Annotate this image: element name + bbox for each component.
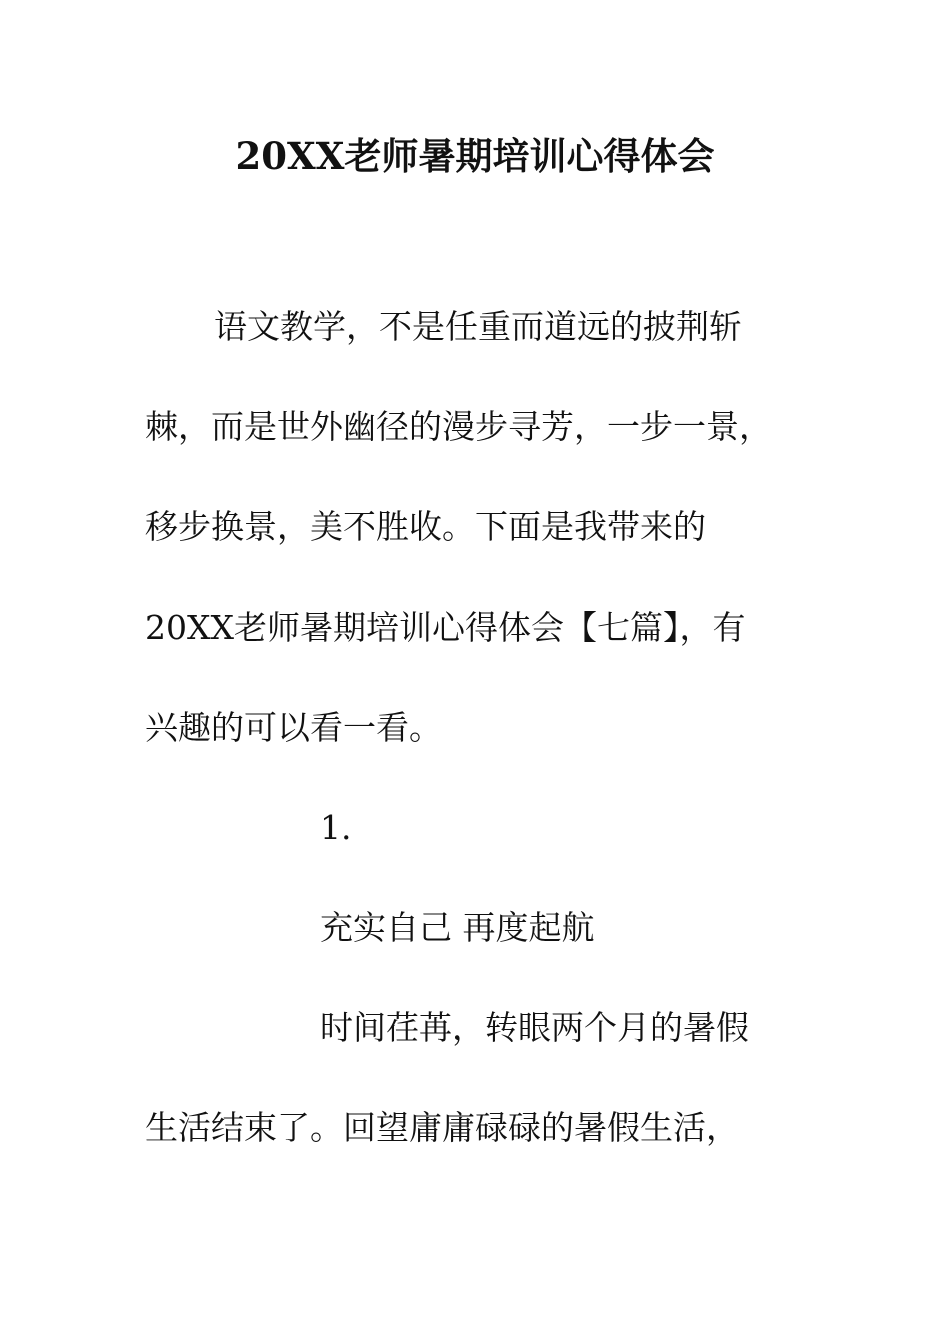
paragraph-line: 语文教学，不是任重而道远的披荆斩 bbox=[214, 307, 742, 346]
section-heading: 充实自己 再度起航 bbox=[320, 908, 595, 947]
section-number: 1. bbox=[320, 808, 352, 847]
paragraph-line: 生活结束了。回望庸庸碌碌的暑假生活， bbox=[145, 1108, 739, 1147]
paragraph-line: 棘，而是世外幽径的漫步寻芳，一步一景， bbox=[145, 407, 772, 446]
paragraph-line: 时间荏苒，转眼两个月的暑假 bbox=[320, 1008, 749, 1047]
paragraph-line: 兴趣的可以看一看。 bbox=[145, 708, 442, 747]
paragraph-line: 20XX老师暑期培训心得体会【七篇】，有 bbox=[145, 608, 746, 647]
document-title: 20XX老师暑期培训心得体会 bbox=[235, 134, 715, 178]
paragraph-line: 移步换景，美不胜收。下面是我带来的 bbox=[145, 507, 706, 546]
